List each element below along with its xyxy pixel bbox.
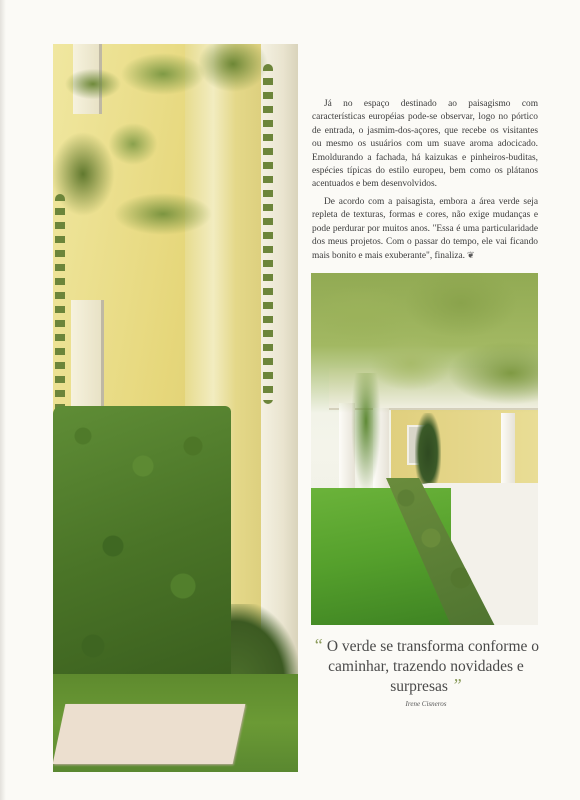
article-paragraph-1: Já no espaço destinado ao paisagismo com características européias pode-se observar, logo no pórtico de entrada, o jasmim-dos-açores, que recebe os visitantes ou mesmo os usuários com um suave aroma adocicado. Emoldurando a fachada, há kaizukas e pinheiros-buditas, espécies típicas do estilo europeu, bem como os plátanos acentuados e bem desenvolvidos. [312, 99, 538, 190]
stepping-stone [53, 704, 245, 764]
page-crease-shadow [0, 0, 6, 800]
vine-strand-right [263, 64, 273, 404]
pull-quote-text: O verde se transforma conforme o caminhar, trazendo novidades e surpresas [326, 638, 540, 695]
article-paragraph-2 [312, 196, 538, 264]
middle-window [71, 300, 104, 412]
portico-column [501, 413, 515, 483]
pull-quote-author: Irene Cisneros [405, 700, 447, 708]
pull-quote [306, 636, 546, 697]
photo-facade-with-hedge [53, 44, 298, 772]
close-quote-icon: ” [451, 675, 462, 695]
jasmine-vine-foliage [53, 44, 278, 254]
vine-strand-left [55, 194, 65, 414]
end-of-article-icon: ❦ [467, 250, 475, 261]
plane-tree-canopy [311, 273, 538, 413]
article-body [312, 98, 538, 268]
photo-portico-garden [311, 273, 538, 625]
open-quote-icon: “ [312, 635, 323, 655]
article-paragraph-2-text: De acordo com a paisagista, embora a área verde seja repleta de texturas, formas e cores, não exige mudanças e pode perdurar por muitos anos. "Essa é uma particularidade dos meus projetos. Com o passar do tempo, ele vai ficando mais bonito e mais exuberante", finaliza. [312, 196, 538, 262]
